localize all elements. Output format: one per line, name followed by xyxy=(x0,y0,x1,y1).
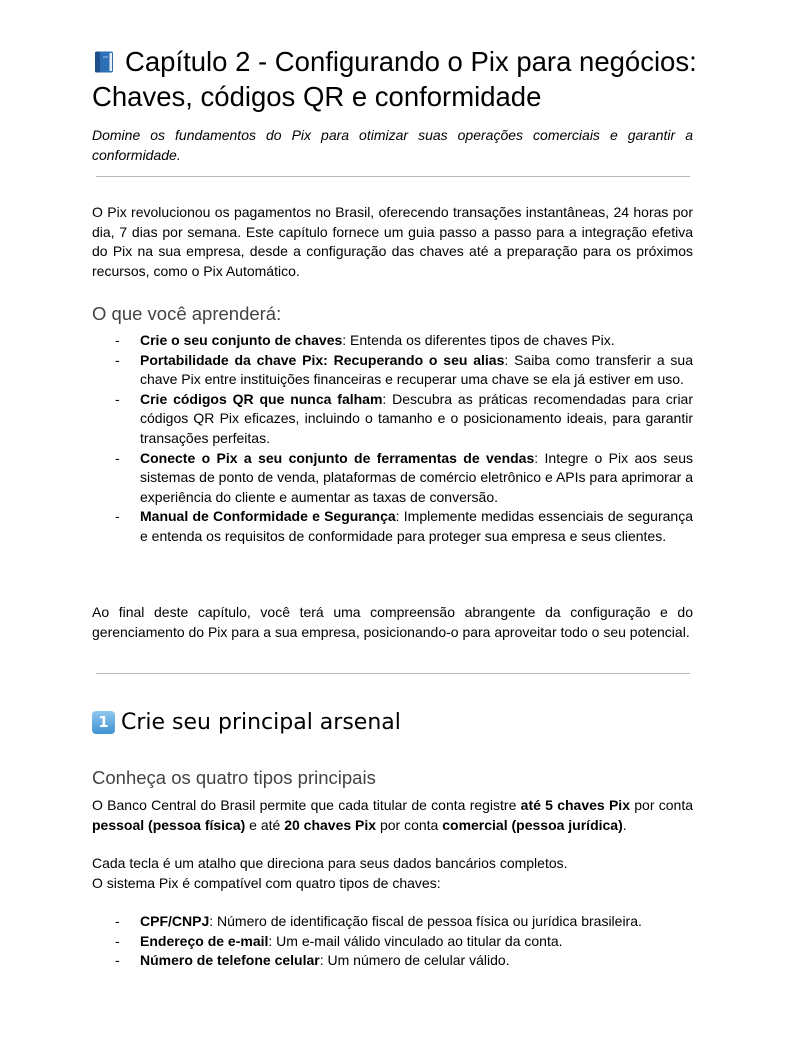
list-item: - CPF/CNPJ: Número de identificação fiscal de pessoa física ou jurídica brasileira. xyxy=(115,913,642,929)
divider xyxy=(96,673,690,674)
list-item: - Endereço de e-mail: Um e-mail válido vinculado ao titular da conta. xyxy=(115,932,563,949)
key-limits-paragraph: O Banco Central do Brasil permite que cada titular de conta registre até 5 chaves Pix por conta pessoal (pessoa física) e até 20 chaves Pix por conta comercial (pessoa jurídica). xyxy=(92,797,694,833)
section-subheading: Conheça os quatro tipos principais xyxy=(92,767,376,788)
learn-list xyxy=(92,331,693,547)
list-item: - Crie o seu conjunto de chaves: Entenda os diferentes tipos de chaves Pix. xyxy=(115,332,615,348)
keycap-digit-one-icon: 1 xyxy=(92,711,115,734)
key-types-list xyxy=(92,912,693,971)
section-heading-text: Crie seu principal arsenal xyxy=(121,710,401,735)
section-heading xyxy=(92,708,401,738)
chapter-title xyxy=(92,44,702,114)
list-item: - Manual de Conformidade e Segurança: Implemente medidas essenciais de segurança e entenda os requisitos de conformidade para proteger sua empresa e seus clientes. xyxy=(115,508,693,544)
list-item: - Conecte o Pix a seu conjunto de ferramentas de vendas: Integre o Pix aos seus sistemas de ponto de venda, plataformas de comércio eletrônico e APIs para aprimorar a experiência do cliente e aumentar as taxas de conversão. xyxy=(115,449,693,505)
divider xyxy=(96,176,690,177)
list-item: - Portabilidade da chave Pix: Recuperando o seu alias: Saiba como transferir a sua chave Pix entre instituições financeiras e recuperar uma chave se ela já estiver em uso. xyxy=(115,351,693,388)
key-types-intro: Cada tecla é um atalho que direciona para seus dados bancários completos. O sistema Pix é compatível com quatro tipos de chaves: xyxy=(92,855,568,891)
chapter-title-text: Capítulo 2 - Configurando o Pix para negócios: Chaves, códigos QR e conformidade xyxy=(92,46,697,112)
closing-paragraph: Ao final deste capítulo, você terá uma compreensão abrangente da configuração e do gerenciamento do Pix para a sua empresa, posicionando-o para aproveitar todo o seu potencial. xyxy=(92,604,693,640)
blue-book-icon xyxy=(92,47,116,71)
learn-heading: O que você aprenderá: xyxy=(92,303,282,324)
list-item: - Crie códigos QR que nunca falham: Descubra as práticas recomendadas para criar códigos QR Pix eficazes, incluindo o tamanho e o posicionamento ideais, para garantir transações perfeitas. xyxy=(115,390,694,446)
list-item: - Número de telefone celular: Um número de celular válido. xyxy=(115,952,510,969)
chapter-subtitle: Domine os fundamentos do Pix para otimizar suas operações comerciais e garantir a conformidade. xyxy=(92,127,693,163)
intro-paragraph: O Pix revolucionou os pagamentos no Brasil, oferecendo transações instantâneas, 24 horas por dia, 7 dias por semana. Este capítulo fornece um guia passo a passo para a integração efetiva do Pix na sua empresa, desde a configuração das chaves até a preparação para os próximos recursos, como o Pix Automático. xyxy=(92,204,693,279)
